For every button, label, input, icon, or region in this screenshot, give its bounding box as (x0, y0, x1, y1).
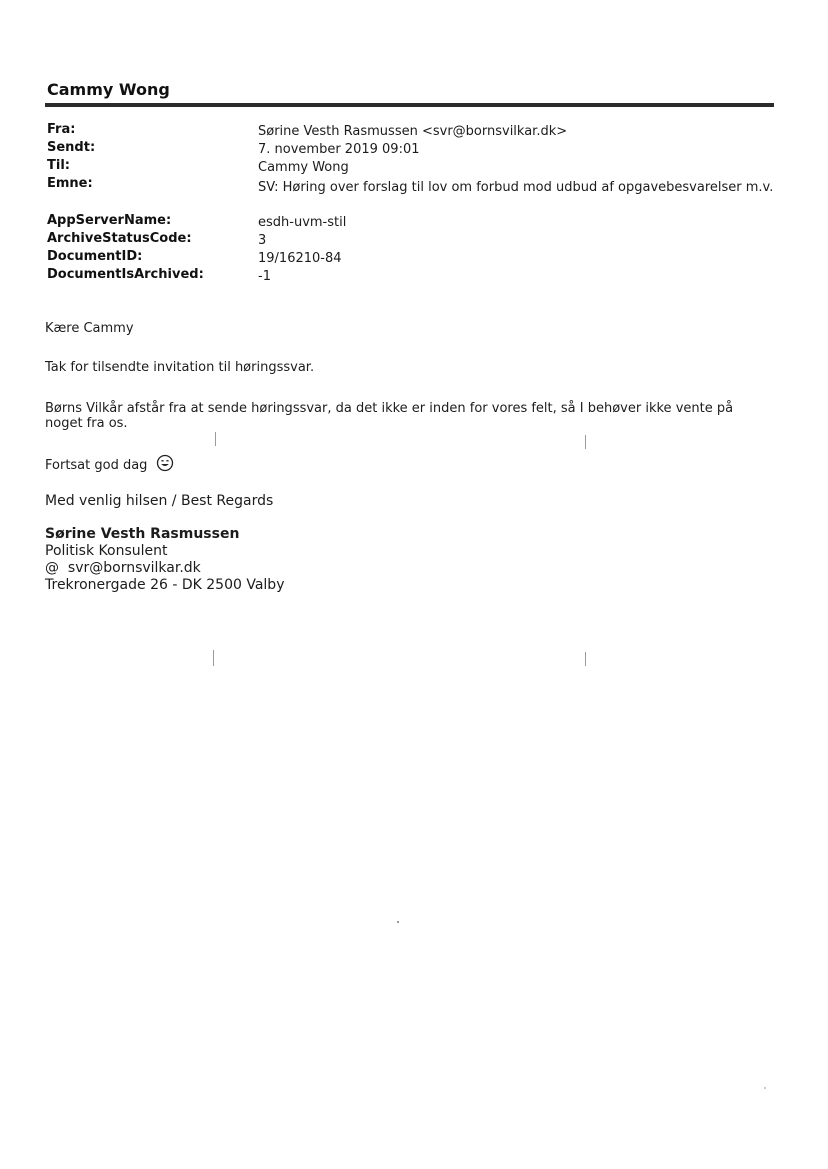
at-icon: @ (45, 560, 59, 576)
documentid-value: 19/16210-84 (258, 251, 342, 266)
to-label: Til: (47, 158, 70, 173)
signature-address: Trekronergade 26 - DK 2500 Valby (45, 577, 285, 593)
documentisarchived-label: DocumentIsArchived: (47, 267, 204, 282)
scan-speck (397, 921, 399, 923)
closing: Med venlig hilsen / Best Regards (45, 493, 274, 509)
scan-mark (585, 435, 586, 449)
sent-label: Sendt: (47, 140, 96, 155)
subject-label: Emne: (47, 176, 93, 191)
scan-mark (213, 650, 214, 666)
appservername-value: esdh-uvm-stil (258, 215, 347, 230)
body-paragraph-3 (45, 454, 174, 476)
scan-speck (764, 1087, 766, 1089)
documentid-label: DocumentID: (47, 249, 143, 264)
page-title: Cammy Wong (47, 80, 170, 99)
scan-mark (215, 432, 216, 446)
scan-mark (585, 652, 586, 666)
from-label: Fra: (47, 122, 76, 137)
appservername-label: AppServerName: (47, 213, 172, 228)
to-value: Cammy Wong (258, 160, 349, 175)
body-paragraph-2: Børns Vilkår afstår fra at sende høringssvar, da det ikke er inden for vores felt, så I behøver ikke vente på noget fra os. (45, 401, 734, 431)
from-value: Sørine Vesth Rasmussen <svr@bornsvilkar.dk> (258, 124, 568, 139)
signature-name: Sørine Vesth Rasmussen (45, 526, 240, 542)
header-divider (45, 103, 774, 107)
archivestatuscode-value: 3 (258, 233, 267, 248)
body-paragraph-1: Tak for tilsendte invitation til høringssvar. (45, 360, 315, 375)
sent-value: 7. november 2019 09:01 (258, 142, 420, 157)
smiling-face-icon (156, 454, 174, 476)
body-paragraph-3-text: Fortsat god dag (45, 458, 148, 473)
archivestatuscode-label: ArchiveStatusCode: (47, 231, 192, 246)
signature-email-row (45, 560, 201, 576)
signature-title: Politisk Konsulent (45, 543, 168, 559)
signature-email[interactable]: svr@bornsvilkar.dk (67, 560, 201, 576)
greeting: Kære Cammy (45, 321, 134, 336)
subject-value: SV: Høring over forslag til lov om forbud mod udbud af opgavebesvarelser m.v. (258, 180, 774, 195)
documentisarchived-value: -1 (258, 269, 271, 284)
